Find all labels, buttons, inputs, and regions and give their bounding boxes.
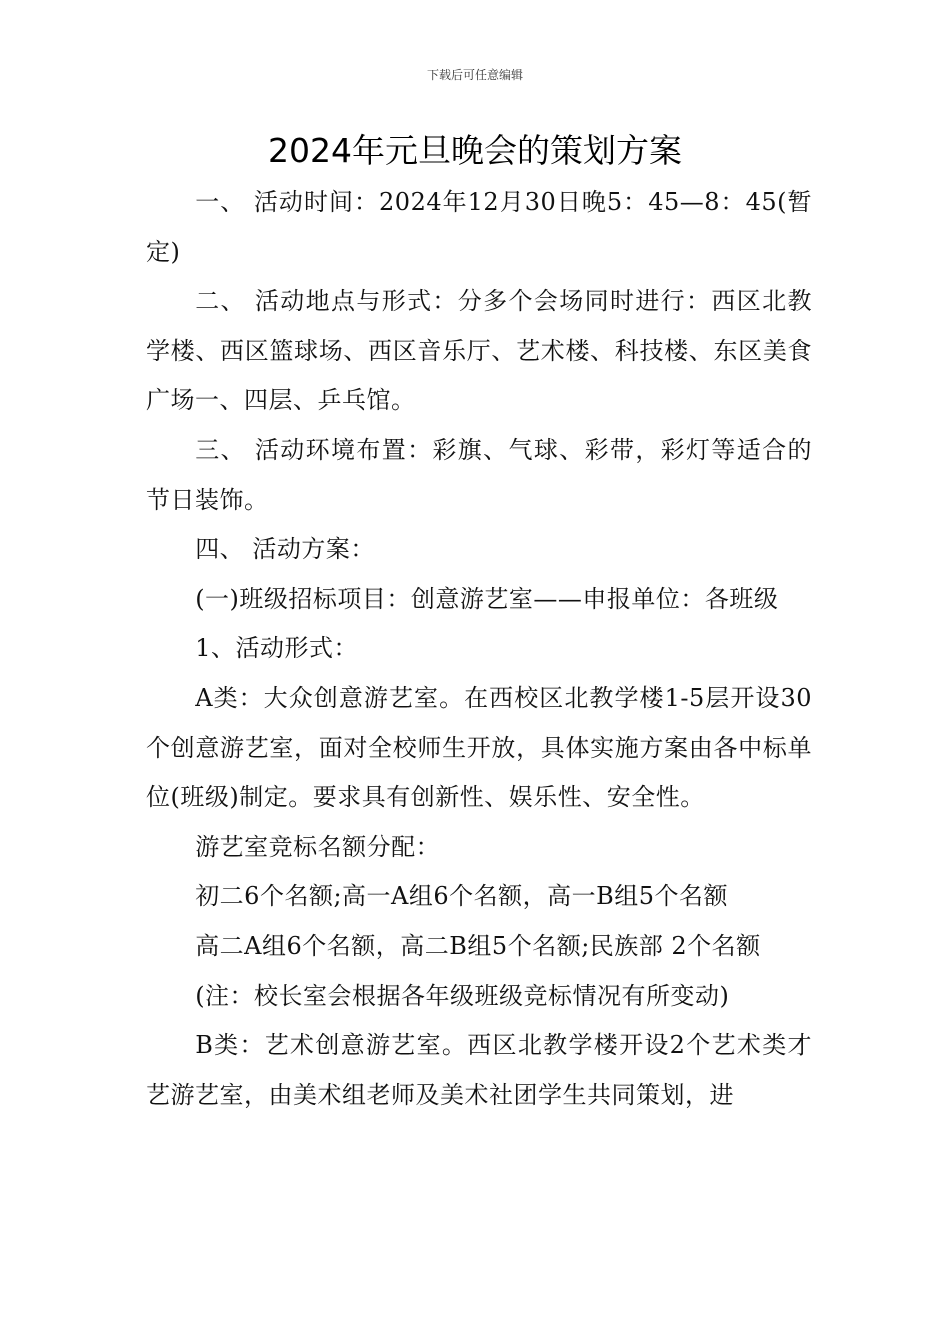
paragraph-activity-time: 一、 活动时间：2024年12月30日晚5：45—8：45(暂定) <box>146 188 812 266</box>
header-note: 下载后可任意编辑 <box>426 68 523 82</box>
paragraph-category-b: B类：艺术创意游艺室。西区北教学楼开设2个艺术类才艺游艺室，由美术组老师及美术社团学生共同策划，进 <box>146 1031 812 1109</box>
paragraph-activity-plan: 四、 活动方案： <box>195 535 375 564</box>
paragraph-quota-heading: 游艺室竞标名额分配： <box>195 832 441 861</box>
paragraph-decoration: 三、 活动环境布置：彩旗、气球、彩带，彩灯等适合的节日装饰。 <box>146 435 812 514</box>
paragraph-activity-location: 二、 活动地点与形式：分多个会场同时进行：西区北教学楼、西区篮球场、西区音乐厅、艺术楼、科技楼、东区美食广场一、四层、乒乓馆。 <box>146 287 812 415</box>
paragraph-activity-form: 1、活动形式： <box>195 634 358 663</box>
paragraph-note: (注：校长室会根据各年级班级竞标情况有所变动) <box>195 981 730 1010</box>
paragraph-category-a: A类：大众创意游艺室。在西校区北教学楼1-5层开设30个创意游艺室，面对全校师生开放，具体实施方案由各中标单位(班级)制定。要求具有创新性、娱乐性、安全性。 <box>146 683 812 812</box>
document-title: 2024年元旦晚会的策划方案 <box>268 131 682 170</box>
paragraph-quota-grade11: 高二A组6个名额，高二B组5个名额;民族部 2个名额 <box>195 931 761 960</box>
paragraph-quota-grade2-grade10: 初二6个名额;高一A组6个名额，高一B组5个名额 <box>195 882 729 911</box>
paragraph-class-bidding: (一)班级招标项目：创意游艺室——申报单位：各班级 <box>195 584 779 613</box>
document-body <box>146 178 812 1120</box>
